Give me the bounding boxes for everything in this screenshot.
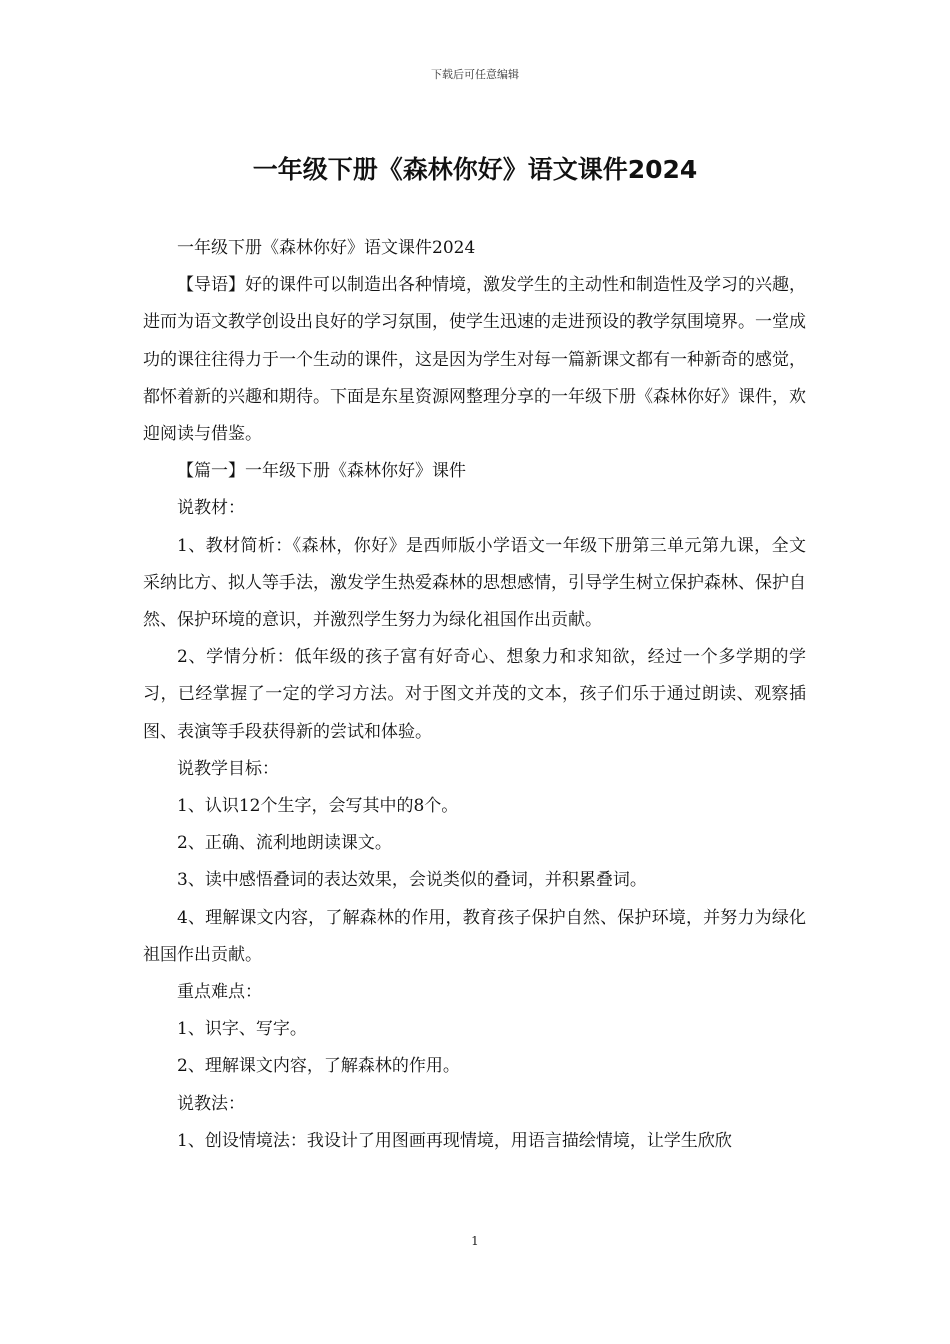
document-body <box>143 230 806 1160</box>
section-heading: 【篇一】一年级下册《森林你好》课件 <box>177 461 466 482</box>
subheading: 说教材： <box>177 498 245 519</box>
list-item: 2、正确、流利地朗读课文。 <box>177 833 392 854</box>
subheading: 重点难点： <box>177 982 262 1003</box>
body-paragraph: 一年级下册《森林你好》语文课件2024 <box>177 238 476 258</box>
list-item: 2、理解课文内容，了解森林的作用。 <box>177 1056 460 1077</box>
list-item: 1、创设情境法：我设计了用图画再现情境，用语言描绘情境，让学生欣欣 <box>177 1130 732 1151</box>
subheading: 说教学目标： <box>177 758 279 779</box>
page-number: 1 <box>471 1234 479 1248</box>
list-item: 1、认识12个生字，会写其中的8个。 <box>177 796 459 817</box>
document-title: 一年级下册《森林你好》语文课件2024 <box>252 155 698 184</box>
body-paragraph: 【导语】好的课件可以制造出各种情境，激发学生的主动性和制造性及学习的兴趣，进而为语文教学创设出良好的学习氛围，使学生迅速的走进预设的教学氛围境界。一堂成功的课往往得力于一个生动的课件，这是因为学生对每一篇新课文都有一种新奇的感觉，都怀着新的兴趣和期待。下面是东星资源网整理分享的一年级下册《森林你好》课件，欢迎阅读与借鉴。 <box>143 275 806 445</box>
list-item: 1、识字、写字。 <box>177 1019 307 1040</box>
body-paragraph: 2、学情分析：低年级的孩子富有好奇心、想象力和求知欲，经过一个多学期的学习，已经掌握了一定的学习方法。对于图文并茂的文本，孩子们乐于通过朗读、观察插图、表演等手段获得新的尝试和体验。 <box>143 647 806 742</box>
list-item: 3、读中感悟叠词的表达效果，会说类似的叠词，并积累叠词。 <box>177 870 647 891</box>
list-item: 4、理解课文内容，了解森林的作用，教育孩子保护自然、保护环境，并努力为绿化祖国作出贡献。 <box>143 907 806 965</box>
body-paragraph: 1、教材简析：《森林，你好》是西师版小学语文一年级下册第三单元第九课，全文采纳比方、拟人等手法，激发学生热爱森林的思想感情，引导学生树立保护森林、保护自然、保护环境的意识，并激烈学生努力为绿化祖国作出贡献。 <box>143 535 806 631</box>
subheading: 说教法： <box>177 1093 245 1114</box>
page-header-note: 下载后可任意编辑 <box>431 68 519 81</box>
